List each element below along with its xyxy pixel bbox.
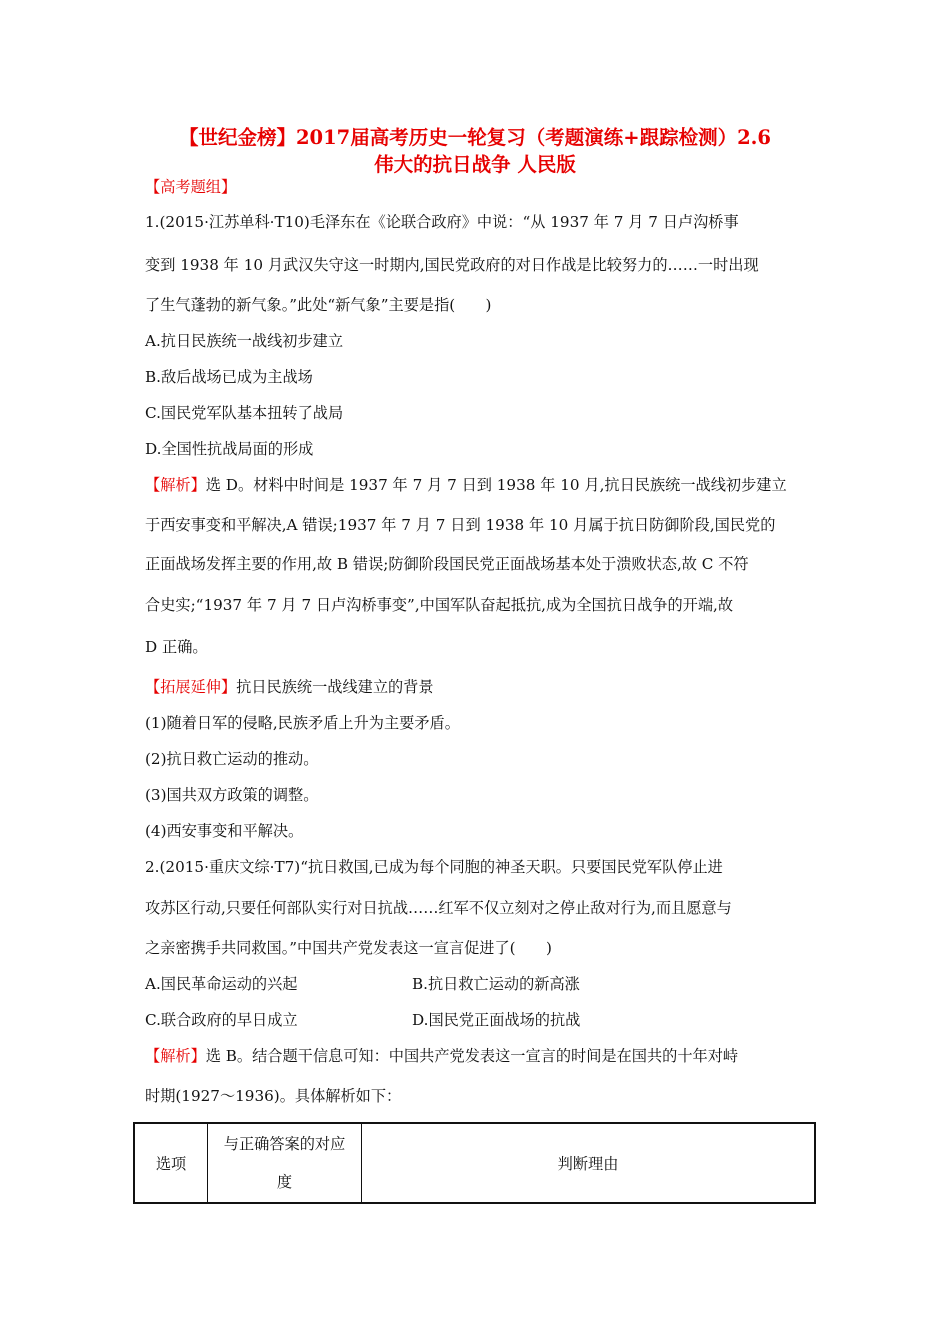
q1-option-c: C.国民党军队基本扭转了战局	[145, 404, 344, 422]
q1-analysis-line: D 正确。	[145, 638, 208, 656]
analysis-tag: 【解析】	[145, 476, 206, 494]
table-header-reason: 判断理由	[362, 1123, 816, 1203]
section-label: 【高考题组】	[145, 178, 237, 196]
q1-stem-line: 了生气蓬勃的新气象。”此处“新气象”主要是指( )	[145, 296, 492, 314]
q1-analysis-line: 于西安事变和平解决,A 错误;1937 年 7 月 7 日到 1938 年 10 月属于抗日防御阶段,国民党的	[145, 516, 776, 534]
table-header-match-line2: 度	[276, 1173, 293, 1191]
extension-heading	[145, 676, 434, 698]
q1-analysis-line: 正面战场发挥主要的作用,故 B 错误;防御阶段国民党正面战场基本处于溃败状态,故 C 不符	[145, 555, 749, 573]
analysis-table	[133, 1122, 816, 1204]
table-header-row	[134, 1123, 815, 1203]
q2-option-b: B.抗日救亡运动的新高涨	[412, 975, 580, 993]
q2-analysis-line	[145, 1045, 738, 1067]
extension-item: (1)随着日军的侵略,民族矛盾上升为主要矛盾。	[145, 714, 460, 732]
analysis-text: 选 D。材料中时间是 1937 年 7 月 7 日到 1938 年 10 月,抗日民族统一战线初步建立	[205, 476, 787, 494]
extension-item: (4)西安事变和平解决。	[145, 822, 304, 840]
q1-option-a: A.抗日民族统一战线初步建立	[145, 332, 344, 350]
extension-tag: 【拓展延伸】	[145, 678, 237, 696]
extension-title: 抗日民族统一战线建立的背景	[236, 678, 434, 696]
analysis-text: 选 B。结合题干信息可知：中国共产党发表这一宣言的时间是在国共的十年对峙	[205, 1047, 739, 1065]
q2-stem-line: 攻苏区行动,只要任何部队实行对日抗战……红军不仅立刻对之停止敌对行为,而且愿意与	[145, 899, 732, 917]
q2-analysis-line: 时期(1927～1936)。具体解析如下：	[145, 1087, 402, 1105]
q1-analysis-line: 合史实;“1937 年 7 月 7 日卢沟桥事变”,中国军队奋起抵抗,成为全国抗日战争的开端,故	[145, 596, 734, 614]
q2-stem-line: 2.(2015·重庆文综·T7)“抗日救国,已成为每个同胞的神圣天职。只要国民党军队停止进	[145, 858, 723, 876]
table-header-option: 选项	[134, 1123, 208, 1203]
document-title-line1: 【世纪金榜】2017届高考历史一轮复习（考题演练+跟踪检测）2.6	[178, 126, 772, 149]
q1-option-d: D.全国性抗战局面的形成	[145, 440, 314, 458]
q1-option-b: B.敌后战场已成为主战场	[145, 368, 313, 386]
q2-option-d: D.国民党正面战场的抗战	[412, 1011, 581, 1029]
q1-analysis-line	[145, 474, 787, 496]
extension-item: (3)国共双方政策的调整。	[145, 786, 319, 804]
document-title-line2: 伟大的抗日战争 人民版	[374, 153, 576, 176]
table-header-match	[208, 1123, 362, 1203]
q2-stem-line: 之亲密携手共同救国。”中国共产党发表这一宣言促进了( )	[145, 939, 552, 957]
q2-option-a: A.国民革命运动的兴起	[145, 975, 298, 993]
extension-item: (2)抗日救亡运动的推动。	[145, 750, 319, 768]
q2-option-c: C.联合政府的早日成立	[145, 1011, 298, 1029]
q1-stem-line: 变到 1938 年 10 月武汉失守这一时期内,国民党政府的对日作战是比较努力的……一时出现	[145, 256, 759, 274]
table-header-match-line1: 与正确答案的对应	[223, 1135, 346, 1153]
analysis-tag: 【解析】	[145, 1047, 206, 1065]
q1-stem-line: 1.(2015·江苏单科·T10)毛泽东在《论联合政府》中说：“从 1937 年 7 月 7 日卢沟桥事	[145, 213, 739, 231]
